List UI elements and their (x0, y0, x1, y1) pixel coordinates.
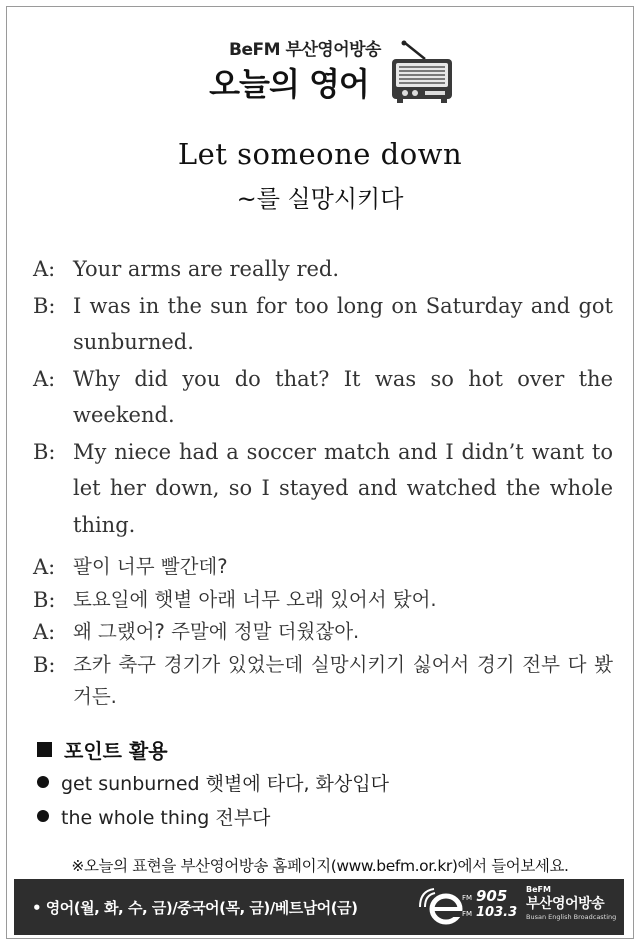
dialogue-line (33, 361, 613, 434)
broadcast-schedule: • 영어(월, 화, 수, 금)/중국어(목, 금)/베트남어(금) (32, 899, 358, 917)
dialogue-line (33, 584, 613, 617)
speaker-label: B: (33, 439, 56, 464)
utterance: My niece had a soccer match and I didn’t want to let her down, so I stayed and watched the whole thing. (73, 439, 613, 537)
utterance: 왜 그랬어? 주말에 정말 더웠잖아. (73, 620, 360, 643)
dialogue-line (33, 251, 613, 288)
speaker-label: B: (33, 652, 56, 677)
speaker-label: A: (33, 620, 56, 644)
dialogue-korean (33, 551, 613, 714)
speaker-label: B: (33, 587, 56, 612)
dialogue-line (33, 434, 613, 544)
dot-bullet-icon (37, 776, 49, 788)
point-item (33, 765, 613, 799)
station-logo (526, 885, 622, 931)
brand-line: BeFM 부산영어방송 (229, 40, 381, 60)
point-item-text: get sunburned 햇볕에 타다, 화상입다 (61, 772, 389, 795)
speaker-label: A: (33, 257, 56, 281)
program-title: 오늘의 영어 (209, 65, 369, 103)
fm-label: FM (462, 894, 473, 902)
dialogue-line (33, 649, 613, 714)
station-english: Busan English Broadcasting (526, 913, 617, 921)
dialogue-english (33, 251, 613, 543)
dialogue-line (33, 616, 613, 649)
square-bullet-icon (37, 742, 52, 757)
website-notice: ※오늘의 표현을 부산영어방송 홈페이지(www.befm.or.kr)에서 들어보세요. (71, 857, 569, 875)
station-brand: BeFM (526, 885, 551, 894)
utterance: 팔이 너무 빨간데? (73, 555, 228, 578)
radio-icon (389, 39, 455, 105)
utterance: 조카 축구 경기가 있었는데 실망시키기 싫어서 경기 전부 다 봤거든. (73, 652, 613, 708)
point-section (33, 733, 613, 833)
expression-meaning: ~를 실망시키다 (236, 185, 404, 213)
station-name: 부산영어방송 (526, 896, 605, 912)
speaker-label: A: (33, 555, 56, 579)
frequency-block (454, 887, 524, 931)
dialogue-line (33, 288, 613, 361)
dot-bullet-icon (37, 810, 49, 822)
frequency-primary: 905 (476, 887, 508, 905)
point-item-text: the whole thing 전부다 (61, 806, 271, 829)
frequency-secondary: 103.3 (476, 905, 518, 920)
utterance: Why did you do that? It was so hot over the weekend. (73, 366, 613, 427)
speaker-label: A: (33, 366, 56, 391)
utterance: Your arms are really red. (73, 257, 340, 281)
expression-title: Let someone down (177, 137, 463, 171)
utterance: 토요일에 햇볕 아래 너무 오래 있어서 탔어. (73, 587, 437, 611)
footer-bar (14, 879, 624, 935)
point-heading (33, 733, 613, 765)
speaker-label: B: (33, 293, 56, 318)
header (7, 29, 633, 109)
utterance: I was in the sun for too long on Saturday and got sunburned. (73, 293, 613, 354)
point-item (33, 799, 613, 833)
point-heading-text: 포인트 활용 (64, 738, 168, 763)
page-frame (6, 6, 634, 939)
dialogue-line (33, 551, 613, 584)
fm-label: FM (462, 910, 473, 918)
